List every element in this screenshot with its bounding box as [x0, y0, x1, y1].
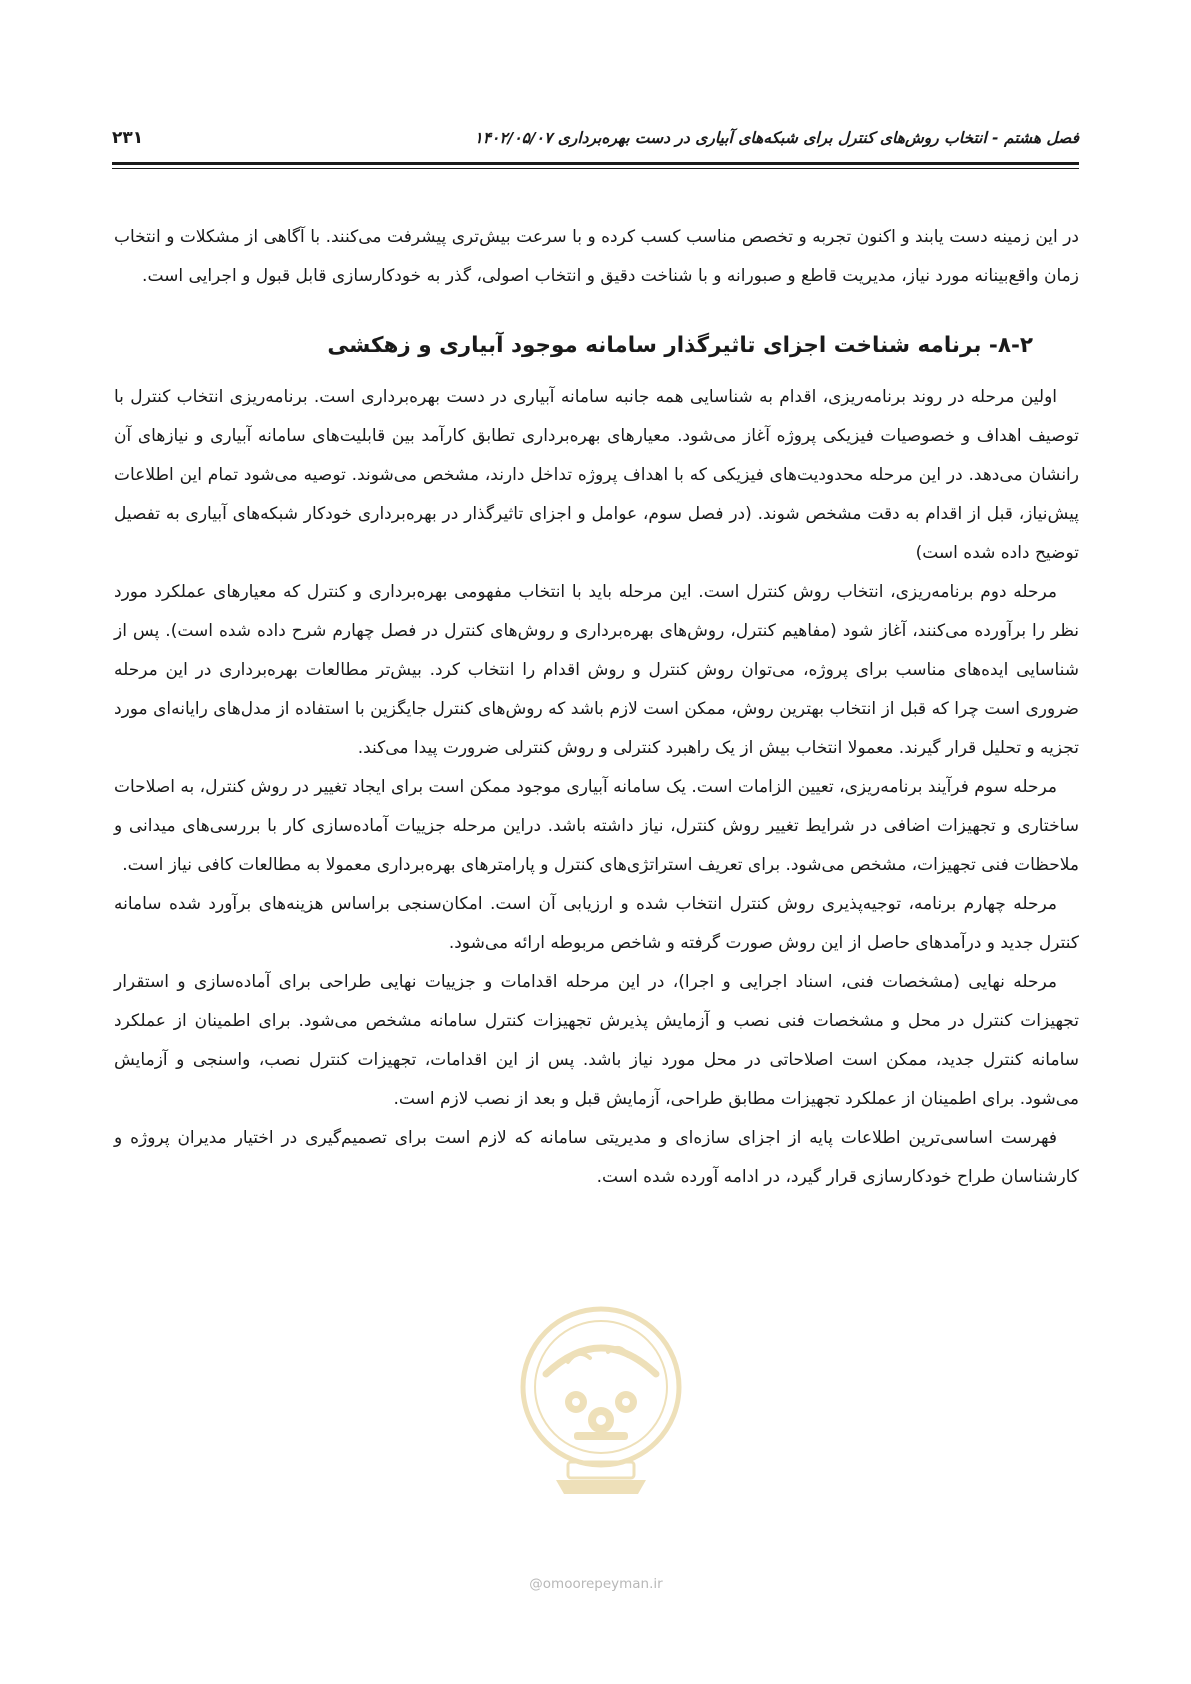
- watermark-seal-icon: [516, 1302, 686, 1502]
- header-rule-thick: [112, 162, 1079, 165]
- paragraph-2: مرحله دوم برنامه‌ریزی، انتخاب روش کنترل است. این مرحله باید با انتخاب مفهومی بهره‌برداری و کنترل که معیارهای عملکرد مورد نظر را برآورده می‌کنند، آغاز شود (مفاهیم کنترل، روش‌های بهره‌برداری و روش‌های کنترل در فصل چهارم شرح داده شده است). پس از شناسایی ایده‌های مناسب برای پروژه، می‌توان روش کنترل و روش اقدام را انتخاب کرد. بیش‌تر مطالعات بهره‌برداری در این مرحله ضروری است چرا که قبل از انتخاب بهترین روش، ممکن است لازم باشد که روش‌های کنترل جایگزین با استفاده از مدل‌های رایانه‌ای مورد تجزیه و تحلیل قرار گیرند. معمولا انتخاب بیش از یک راهبرد کنترلی و روش کنترلی ضرورت پیدا می‌کند.: [114, 582, 1079, 758]
- header-rule-thin: [112, 168, 1079, 169]
- page-number: ۲۳۱: [112, 128, 144, 148]
- chapter-title: فصل هشتم - انتخاب روش‌های کنترل برای شبکه‌های آبیاری در دست بهره‌برداری ۱۴۰۲/۰۵/۰۷: [474, 129, 1079, 147]
- paragraph-1: اولین مرحله در روند برنامه‌ریزی، اقدام به شناسایی همه جانبه سامانه آبیاری در دست بهره‌برداری است. برنامه‌ریزی انتخاب کنترل با توصیف اهداف و خصوصیات فیزیکی پروژه آغاز می‌شود. معیارهای بهره‌برداری تطابق کارآمد بین قابلیت‌های سامانه آبیاری و نیازهای آن رانشان می‌دهد. در این مرحله محدودیت‌های فیزیکی که با اهداف پروژه تداخل دارند، مشخص می‌شوند. توصیه می‌شود تمام این اطلاعات پیش‌نیاز، قبل از اقدام به دقت مشخص شوند. (در فصل سوم، عوامل و اجزای تاثیرگذار در بهره‌برداری خودکار شبکه‌های آبیاری به تفصیل توضیح داده شده است): [114, 387, 1079, 563]
- section-heading: ۸-۲- برنامه شناخت اجزای تاثیرگذار سامانه موجود آبیاری و زهکشی: [327, 333, 1033, 358]
- paragraph-6: فهرست اساسی‌ترین اطلاعات پایه از اجزای سازه‌ای و مدیریتی سامانه که لازم است برای تصمیم‌گیری در اختیار مدیران پروژه و کارشناسان طراح خودکارسازی قرار گیرد، در ادامه آورده شده است.: [114, 1128, 1079, 1187]
- intro-paragraph: در این زمینه دست یابند و اکنون تجربه و تخصص مناسب کسب کرده و با سرعت بیش‌تری پیشرفت می‌کنند. با آگاهی از مشکلات و انتخاب زمان واقع‌بینانه مورد نیاز، مدیریت قاطع و صبورانه و با شناخت دقیق و انتخاب اصولی، گذر به خودکارسازی قابل قبول و اجرایی است.: [114, 227, 1079, 286]
- running-header: [112, 128, 1079, 148]
- paragraph-4: مرحله چهارم برنامه، توجیه‌پذیری روش کنترل انتخاب شده و ارزیابی آن است. امکان‌سنجی براساس هزینه‌های برآورد شده سامانه کنترل جدید و درآمدهای حاصل از این روش صورت گرفته و شاخص مربوطه ارائه می‌شود.: [114, 894, 1079, 953]
- paragraph-3: مرحله سوم فرآیند برنامه‌ریزی، تعیین الزامات است. یک سامانه آبیاری موجود ممکن است برای ایجاد تغییر در روش کنترل، به اصلاحات ساختاری و تجهیزات اضافی در شرایط تغییر روش کنترل، نیاز داشته باشد. دراین مرحله جزییات آماده‌سازی کار با بررسی‌های میدانی و ملاحظات فنی تجهیزات، مشخص می‌شود. برای تعریف استراتژی‌های کنترل و پارامترهای بهره‌برداری معمولا به مطالعات کافی نیاز است.: [114, 777, 1079, 875]
- body-text: [114, 218, 1079, 1197]
- paragraph-5: مرحله نهایی (مشخصات فنی، اسناد اجرایی و اجرا)، در این مرحله اقدامات و جزییات نهایی طراحی برای آماده‌سازی و استقرار تجهیزات کنترل در محل و مشخصات فنی نصب و آزمایش پذیرش تجهیزات کنترل سامانه مشخص می‌شود. برای اطمینان از عملکرد سامانه کنترل جدید، ممکن است اصلاحاتی در محل مورد نیاز باشد. پس از این اقدامات، تجهیزات کنترل نصب، واسنجی و آزمایش می‌شود. برای اطمینان از عملکرد تجهیزات مطابق طراحی، آزمایش قبل و بعد از نصب لازم است.: [114, 972, 1079, 1109]
- watermark-website: @omoorepeyman.ir: [529, 1576, 663, 1592]
